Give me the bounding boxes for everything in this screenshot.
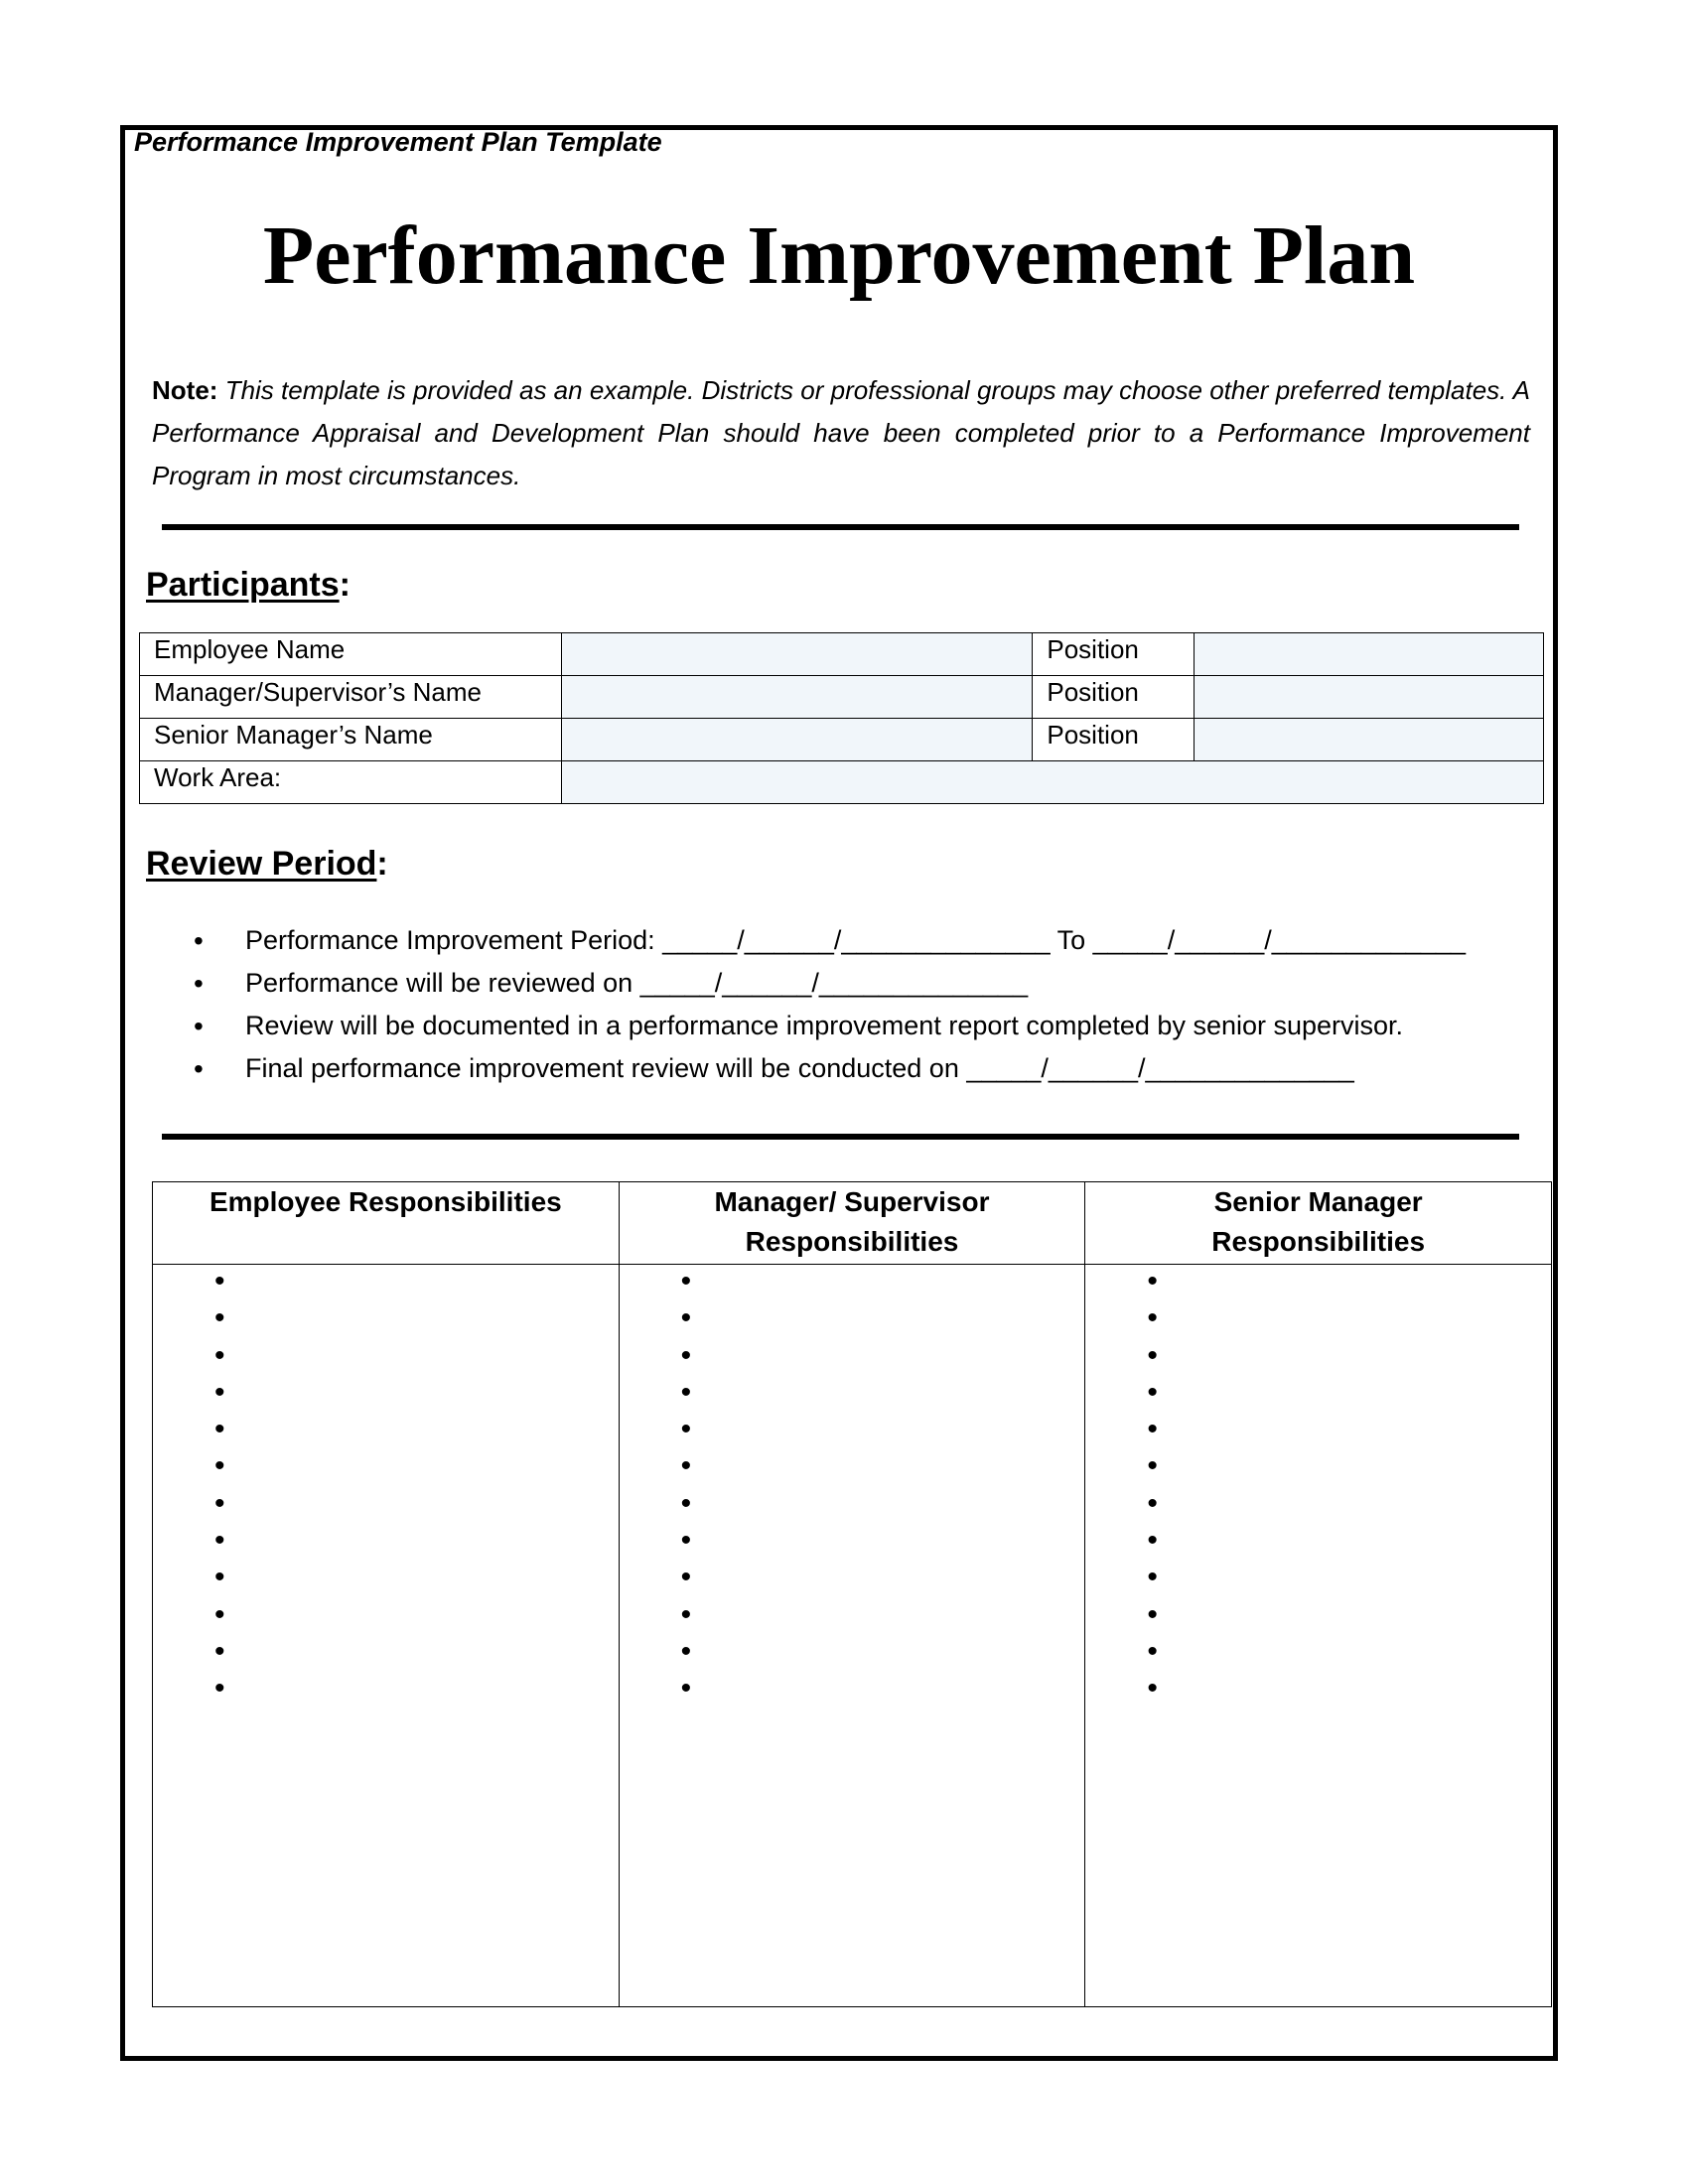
position-label: Position: [1033, 719, 1195, 761]
employee-bullet-list: [153, 1265, 619, 1709]
bullet-placeholder: •: [1147, 1449, 1158, 1483]
note-paragraph: [152, 369, 1530, 497]
participants-heading-colon: :: [339, 566, 351, 604]
bullet-placeholder: •: [680, 1375, 692, 1409]
page-title: Performance Improvement Plan: [262, 209, 1416, 302]
participant-label: Manager/Supervisor’s Name: [140, 676, 562, 719]
bullet-placeholder: •: [680, 1486, 692, 1520]
senior-manager-responsibilities-header: Senior Manager Responsibilities: [1085, 1182, 1552, 1265]
table-header-row: [153, 1182, 1552, 1265]
bullet-placeholder: •: [1147, 1486, 1158, 1520]
table-row: [140, 761, 1544, 804]
participants-heading: [146, 564, 351, 606]
bullet-placeholder: •: [1147, 1301, 1158, 1335]
note-label: Note:: [152, 375, 218, 405]
bullet-placeholder: •: [1147, 1561, 1158, 1594]
senior-manager-name-field[interactable]: [561, 719, 1033, 761]
participant-label: Senior Manager’s Name: [140, 719, 562, 761]
work-area-field[interactable]: [561, 761, 1543, 804]
table-row: [140, 719, 1544, 761]
participants-heading-text: Participants: [146, 566, 340, 604]
employee-position-field[interactable]: [1195, 633, 1544, 676]
bullet-placeholder: •: [1147, 1338, 1158, 1372]
work-area-label: Work Area:: [140, 761, 562, 804]
list-item: • Performance will be reviewed on _____/______/______________: [194, 962, 1534, 1005]
bullet-placeholder: •: [680, 1634, 692, 1668]
bullet-placeholder: •: [680, 1301, 692, 1335]
bullet-placeholder: •: [1147, 1634, 1158, 1668]
table-row: [140, 633, 1544, 676]
bullet-placeholder: •: [680, 1449, 692, 1483]
note-text: This template is provided as an example. Districts or professional groups may choose other preferred templates. A Performance Appraisal and Development Plan should have been completed prior to a Performance Improvement Program in most circumstances.: [152, 375, 1530, 490]
divider-bottom: [162, 1134, 1519, 1140]
header-label: Performance Improvement Plan Template: [134, 127, 662, 157]
bullet-placeholder: •: [680, 1672, 692, 1706]
bullet-placeholder: •: [214, 1375, 225, 1409]
bullet-placeholder: •: [214, 1597, 225, 1631]
bullet-placeholder: •: [214, 1301, 225, 1335]
bullet-placeholder: •: [214, 1449, 225, 1483]
responsibilities-table: [152, 1181, 1552, 2007]
employee-name-field[interactable]: [561, 633, 1033, 676]
bullet-placeholder: •: [680, 1338, 692, 1372]
bullet-placeholder: •: [1147, 1524, 1158, 1558]
review-period-heading-colon: :: [376, 845, 388, 883]
review-period-heading: [146, 843, 388, 885]
bullet-placeholder: •: [214, 1524, 225, 1558]
employee-responsibilities-header: Employee Responsibilities: [153, 1182, 620, 1265]
bullet-placeholder: •: [1147, 1672, 1158, 1706]
bullet-placeholder: •: [680, 1561, 692, 1594]
bullet-placeholder: •: [214, 1634, 225, 1668]
manager-bullet-list: [620, 1265, 1085, 1709]
bullet-placeholder: •: [1147, 1375, 1158, 1409]
bullet-placeholder: •: [214, 1265, 225, 1297]
manager-responsibilities-cell[interactable]: [619, 1265, 1085, 2007]
employee-responsibilities-cell[interactable]: [153, 1265, 620, 2007]
participant-label: Employee Name: [140, 633, 562, 676]
bullet-placeholder: •: [680, 1597, 692, 1631]
review-period-list: [194, 919, 1534, 1090]
senior-manager-position-field[interactable]: [1195, 719, 1544, 761]
bullet-placeholder: •: [680, 1413, 692, 1446]
review-period-heading-text: Review Period: [146, 845, 377, 883]
list-item: • Review will be documented in a performance improvement report completed by senior supervisor.: [194, 1005, 1534, 1047]
manager-responsibilities-header: Manager/ Supervisor Responsibilities: [619, 1182, 1085, 1265]
table-row: [140, 676, 1544, 719]
participants-table: [139, 632, 1544, 804]
manager-position-field[interactable]: [1195, 676, 1544, 719]
bullet-placeholder: •: [1147, 1413, 1158, 1446]
bullet-placeholder: •: [680, 1524, 692, 1558]
bullet-placeholder: •: [214, 1672, 225, 1706]
bullet-placeholder: •: [214, 1561, 225, 1594]
bullet-placeholder: •: [214, 1486, 225, 1520]
list-item: • Final performance improvement review will be conducted on _____/______/______________: [194, 1047, 1534, 1090]
bullet-placeholder: •: [1147, 1597, 1158, 1631]
list-item: • Performance Improvement Period: _____/______/______________ To _____/______/_____________: [194, 919, 1534, 962]
bullet-placeholder: •: [214, 1338, 225, 1372]
divider-top: [162, 524, 1519, 530]
bullet-placeholder: •: [680, 1265, 692, 1297]
senior-manager-bullet-list: [1085, 1265, 1551, 1709]
position-label: Position: [1033, 676, 1195, 719]
position-label: Position: [1033, 633, 1195, 676]
table-row: [153, 1265, 1552, 2007]
bullet-placeholder: •: [214, 1413, 225, 1446]
bullet-placeholder: •: [1147, 1265, 1158, 1297]
senior-manager-responsibilities-cell[interactable]: [1085, 1265, 1552, 2007]
manager-name-field[interactable]: [561, 676, 1033, 719]
